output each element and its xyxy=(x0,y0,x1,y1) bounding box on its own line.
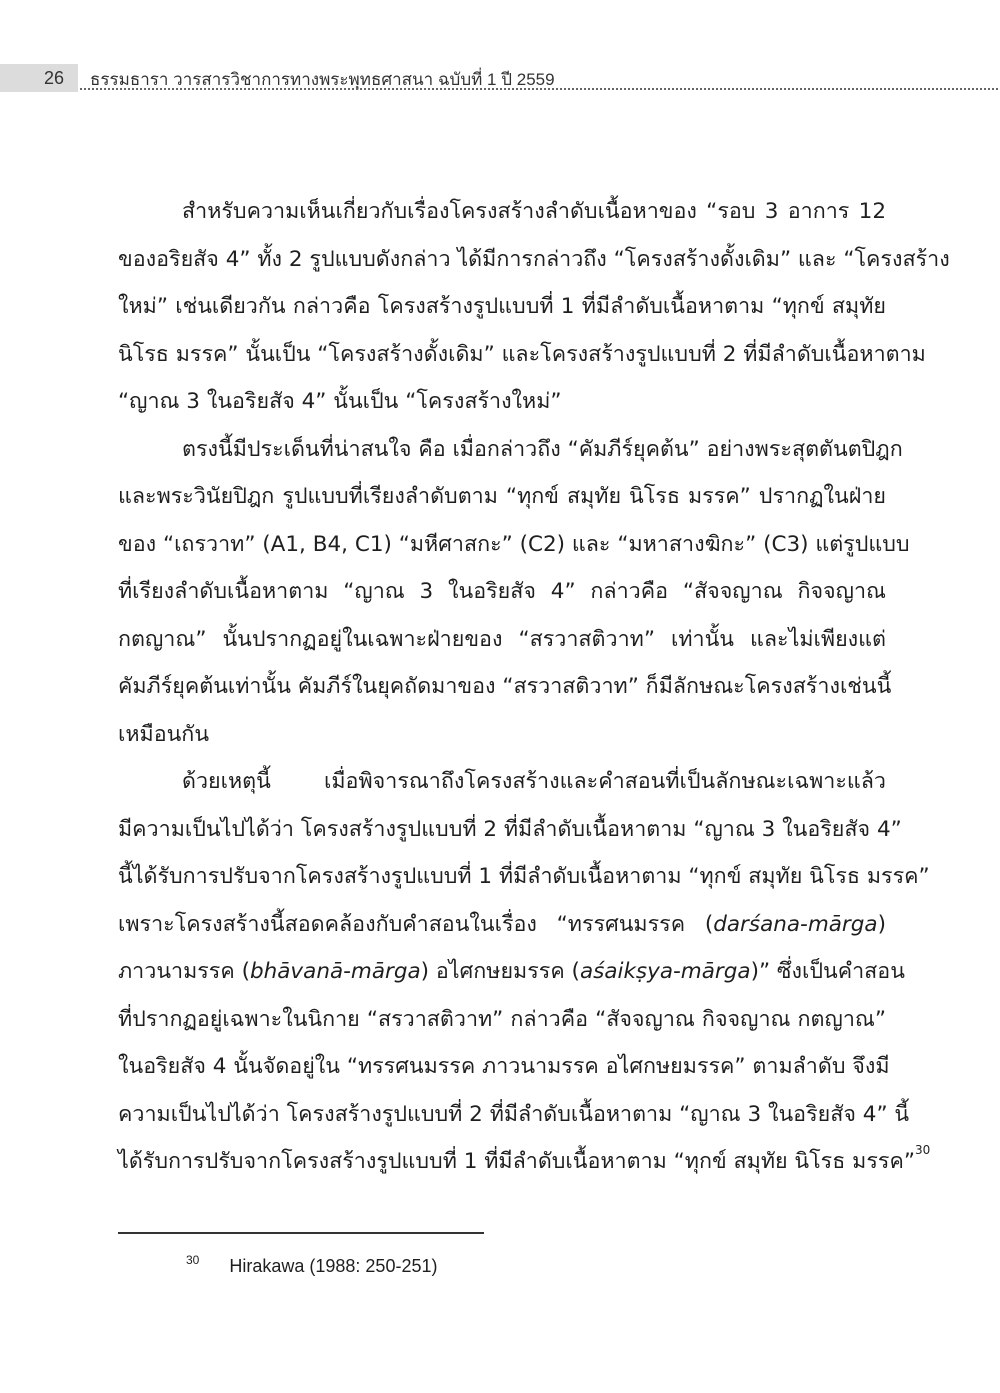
footnote xyxy=(186,1253,438,1277)
text-line: ของ “เถรวาท” (A1, B4, C1) “มหีศาสกะ” (C2) และ “มหาสางฆิกะ” (C3) แต่รูปแบบ xyxy=(118,531,910,557)
text-segment: เพราะโครงสร้างนี้สอดคล้องกับคำสอนในเรื่อง “ทรรศนมรรค ( xyxy=(118,911,714,937)
footnote-rule xyxy=(118,1232,484,1234)
text-line: ที่เรียงลำดับเนื้อหาตาม “ญาณ 3 ในอริยสัจ 4” กล่าวคือ “สัจจญาณ กิจจญาณ xyxy=(118,579,886,604)
page-number: 26 xyxy=(43,68,64,88)
text-line: ความเป็นไปได้ว่า โครงสร้างรูปแบบที่ 2 ที่มีลำดับเนื้อหาตาม “ญาณ 3 ในอริยสัจ 4” นี้ xyxy=(118,1101,910,1127)
footnote-text: Hirakawa (1988: 250-251) xyxy=(229,1256,438,1276)
text-line: ใหม่” เช่นเดียวกัน กล่าวคือ โครงสร้างรูปแบบที่ 1 ที่มีลำดับเนื้อหาตาม “ทุกข์ สมุทัย xyxy=(118,294,886,319)
running-title: ธรรมธารา วารสารวิชาการทางพระพุทธศาสนา ฉบับที่ 1 ปี 2559 xyxy=(90,70,555,89)
text-segment: ) xyxy=(877,911,886,937)
dotted-rule xyxy=(80,88,998,90)
text-line: ของอริยสัจ 4” ทั้ง 2 รูปแบบดังกล่าว ได้มีการกล่าวถึง “โครงสร้างดั้งเดิม” และ “โครงสร้าง xyxy=(118,246,950,272)
text-line xyxy=(118,901,886,949)
text-segment: ได้รับการปรับจากโครงสร้างรูปแบบที่ 1 ที่มีลำดับเนื้อหาตาม “ทุกข์ สมุทัย นิโรธ มรรค” xyxy=(118,1149,915,1174)
text-segment: )” ซึ่งเป็นคำสอน xyxy=(750,959,905,984)
text-line xyxy=(118,948,905,996)
footnote-marker: 30 xyxy=(186,1253,200,1267)
text-line: ในอริยสัจ 4 นั้นจัดอยู่ใน “ทรรศนมรรค ภาวนามรรค อไศกษยมรรค” ตามลำดับ จึงมี xyxy=(118,1054,890,1079)
text-line: เหมือนกัน xyxy=(118,721,210,747)
text-line: และพระวินัยปิฎก รูปแบบที่เรียงลำดับตาม “ทุกข์ สมุทัย นิโรธ มรรค” ปรากฏในฝ่าย xyxy=(118,484,886,509)
text-line: ด้วยเหตุนี้ เมื่อพิจารณาถึงโครงสร้างและคำสอนที่เป็นลักษณะเฉพาะแล้ว xyxy=(182,769,886,794)
text-line: “ญาณ 3 ในอริยสัจ 4” นั้นเป็น “โครงสร้างใหม่” xyxy=(118,389,562,414)
text-segment: ) อไศกษยมรรค ( xyxy=(420,959,580,984)
page-header xyxy=(0,64,1000,94)
text-line: กตญาณ” นั้นปรากฏอยู่ในเฉพาะฝ่ายของ “สรวาสติวาท” เท่านั้น และไม่เพียงแต่ xyxy=(118,626,886,652)
text-line: มีความเป็นไปได้ว่า โครงสร้างรูปแบบที่ 2 ที่มีลำดับเนื้อหาตาม “ญาณ 3 ในอริยสัจ 4” xyxy=(118,816,902,842)
text-line: นิโรธ มรรค” นั้นเป็น “โครงสร้างดั้งเดิม” และโครงสร้างรูปแบบที่ 2 ที่มีลำดับเนื้อหาตาม xyxy=(118,341,926,367)
footnote-reference[interactable]: 30 xyxy=(914,1143,931,1157)
text-segment-italic: aśaikṣya-mārga xyxy=(579,959,751,984)
body-text xyxy=(118,188,950,1186)
text-line xyxy=(118,1138,931,1186)
text-line: สำหรับความเห็นเกี่ยวกับเรื่องโครงสร้างลำดับเนื้อหาของ “รอบ 3 อาการ 12 xyxy=(182,199,886,224)
text-line: คัมภีร์ยุคต้นเท่านั้น คัมภีร์ในยุคถัดมาของ “สรวาสติวาท” ก็มีลักษณะโครงสร้างเช่นนี้ xyxy=(118,674,892,699)
text-line: ตรงนี้มีประเด็นที่น่าสนใจ คือ เมื่อกล่าวถึง “คัมภีร์ยุคต้น” อย่างพระสุตตันตปิฎก xyxy=(182,436,903,462)
text-line: ที่ปรากฏอยู่เฉพาะในนิกาย “สรวาสติวาท” กล่าวคือ “สัจจญาณ กิจจญาณ กตญาณ” xyxy=(118,1006,886,1032)
text-segment-italic: bhāvanā-mārga xyxy=(249,959,421,984)
text-segment: ภาวนามรรค ( xyxy=(118,959,250,984)
text-segment-italic: darśana-mārga xyxy=(713,911,878,937)
text-line: นี้ได้รับการปรับจากโครงสร้างรูปแบบที่ 1 ที่มีลำดับเนื้อหาตาม “ทุกข์ สมุทัย นิโรธ มรรค” xyxy=(118,864,930,889)
